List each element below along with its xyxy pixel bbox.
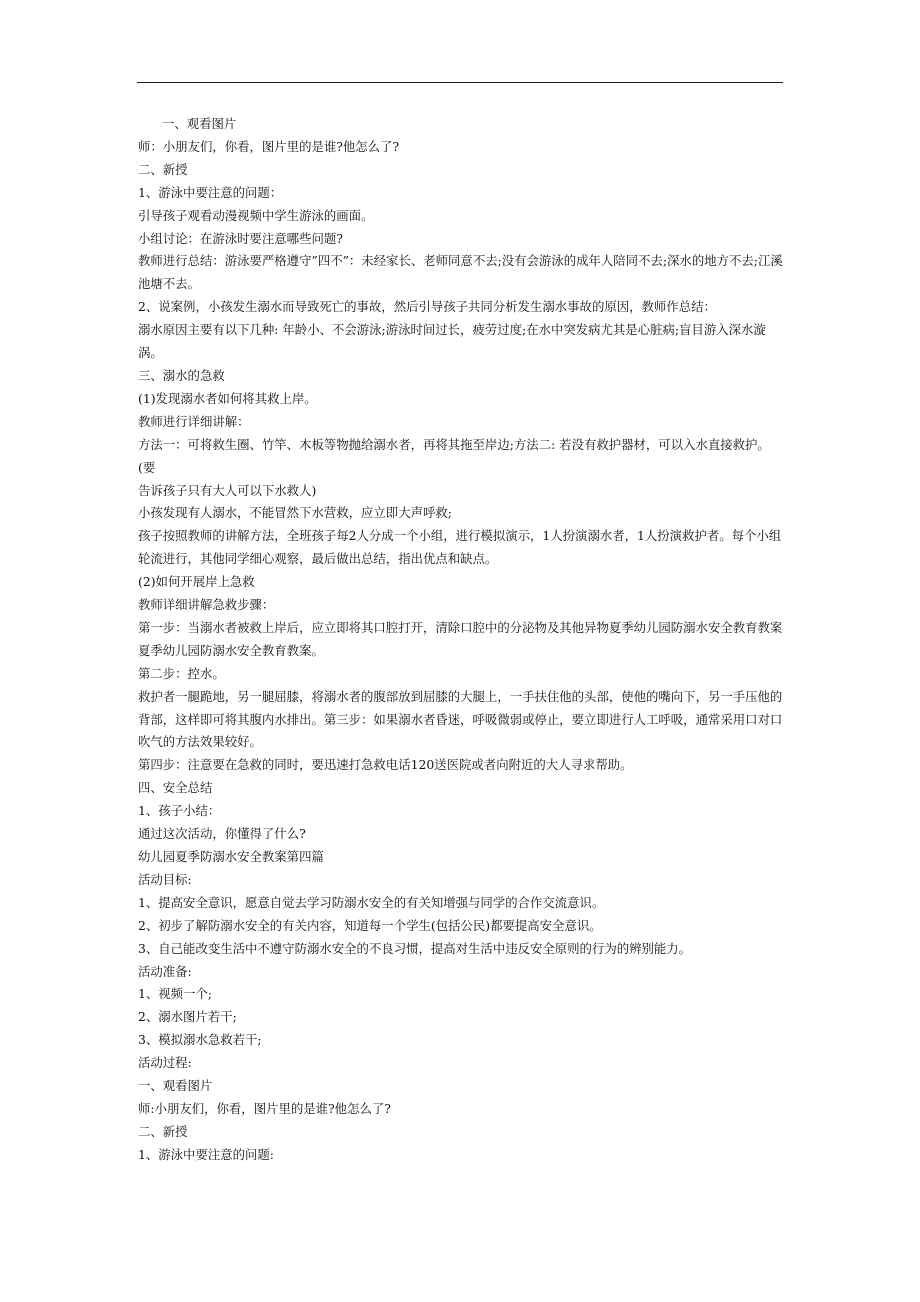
paragraph: 1、视频一个; <box>138 986 213 1002</box>
paragraph: 3、自己能改变生活中不遵守防溺水安全的不良习惯，提高对生活中违反安全原则的行为的辨别能力。 <box>138 940 692 956</box>
paragraph: 溺水原因主要有以下几种: 年龄小、不会游泳;游泳时间过长，疲劳过度;在水中突发病尤其是心脏病;盲目游入深水漩涡。 <box>138 322 766 361</box>
paragraph: 2、说案例，小孩发生溺水而导致死亡的事故，然后引导孩子共同分析发生溺水事故的原因，教师作总结： <box>138 299 716 315</box>
paragraph: 通过这次活动，你懂得了什么? <box>138 826 306 842</box>
paragraph: 二、新授 <box>138 161 188 177</box>
paragraph: 幼儿园夏季防溺水安全教案第四篇 <box>138 849 324 864</box>
paragraph: 孩子按照教师的讲解方法，全班孩子每2人分成一个小组，进行模拟演示，1人扮演溺水者，1人扮演救护者。每个小组 轮流进行，其他同学细心观察，最后做出总结，指出优点和缺点。 <box>138 528 782 567</box>
paragraph: 方法一：可将救生圈、竹竿、木板等物抛给溺水者，再将其拖至岸边;方法二: 若没有救护器材，可以入水直接救护。(要 告诉孩子只有大人可以下水救人) <box>138 436 770 498</box>
paragraph: 1、游泳中要注意的问题： <box>138 184 283 200</box>
header-rule <box>137 82 783 83</box>
paragraph: 第四步：注意要在急救的同时，要迅速打急救电话120送医院或者向附近的大人寻求帮助。 <box>138 757 633 773</box>
paragraph: 1、提高安全意识，愿意自觉去学习防溺水安全的有关知增强与同学的合作交流意识。 <box>138 894 605 910</box>
paragraph: 三、溺水的急救 <box>138 367 225 383</box>
document-body <box>138 113 784 1167</box>
paragraph: 教师进行总结：游泳要严格遵守”四不”：未经家长、老师同意不去;没有会游泳的成年人陪同不去;深水的地方不去;江溪 池塘不去。 <box>138 253 783 292</box>
paragraph: 一、观看图片 <box>138 1078 213 1094</box>
paragraph: 四、安全总结 <box>138 780 213 796</box>
paragraph: 1、孩子小结： <box>138 803 221 819</box>
paragraph: 活动准备: <box>138 963 192 979</box>
paragraph: 2、初步了解防溺水安全的有关内容，知道每一个学生(包括公民)都要提高安全意识。 <box>138 917 602 933</box>
paragraph: 3、模拟溺水急救若干; <box>138 1032 262 1048</box>
paragraph: 活动过程: <box>138 1055 192 1071</box>
paragraph: 教师详细讲解急救步骤： <box>138 597 275 613</box>
paragraph: 二、新授 <box>138 1123 188 1139</box>
paragraph: 活动目标: <box>138 871 192 887</box>
paragraph: 第一步：当溺水者被救上岸后，应立即将其口腔打开，清除口腔中的分泌物及其他异物夏季幼儿园防溺水安全教育教案 夏季幼儿园防溺水安全教育教案。 <box>138 619 783 658</box>
paragraph: 师:小朋友们，你看，图片里的是谁?他怎么了? <box>138 1100 391 1116</box>
paragraph: (1)发现溺水者如何将其救上岸。 <box>138 390 317 406</box>
paragraph: 一、观看图片 <box>162 116 237 131</box>
paragraph: 1、游泳中要注意的问题: <box>138 1146 274 1162</box>
paragraph: 引导孩子观看动漫视频中学生游泳的画面。 <box>138 207 374 223</box>
paragraph: 第二步：控水。 <box>138 665 225 681</box>
paragraph: 师：小朋友们，你看，图片里的是谁?他怎么了? <box>138 138 400 154</box>
paragraph: 2、溺水图片若干; <box>138 1009 237 1025</box>
paragraph: 救护者一腿跪地，另一腿屈膝，将溺水者的腹部放到屈膝的大腿上，一手扶住他的头部，使他的嘴向下，另一手压他的 背部，这样即可将其腹内水排出。第三步：如果溺水者昏迷，呼吸微弱或停止，要立即进行人工呼吸，通常采用口对口 吹气的方法效果较好。 <box>138 688 783 750</box>
paragraph: 教师进行详细讲解： <box>138 413 250 429</box>
paragraph: (2)如何开展岸上急救 <box>138 574 255 590</box>
paragraph: 小组讨论：在游泳时要注意哪些问题? <box>138 230 343 246</box>
paragraph: 小孩发现有人溺水，不能冒然下水营救，应立即大声呼救; <box>138 505 452 521</box>
